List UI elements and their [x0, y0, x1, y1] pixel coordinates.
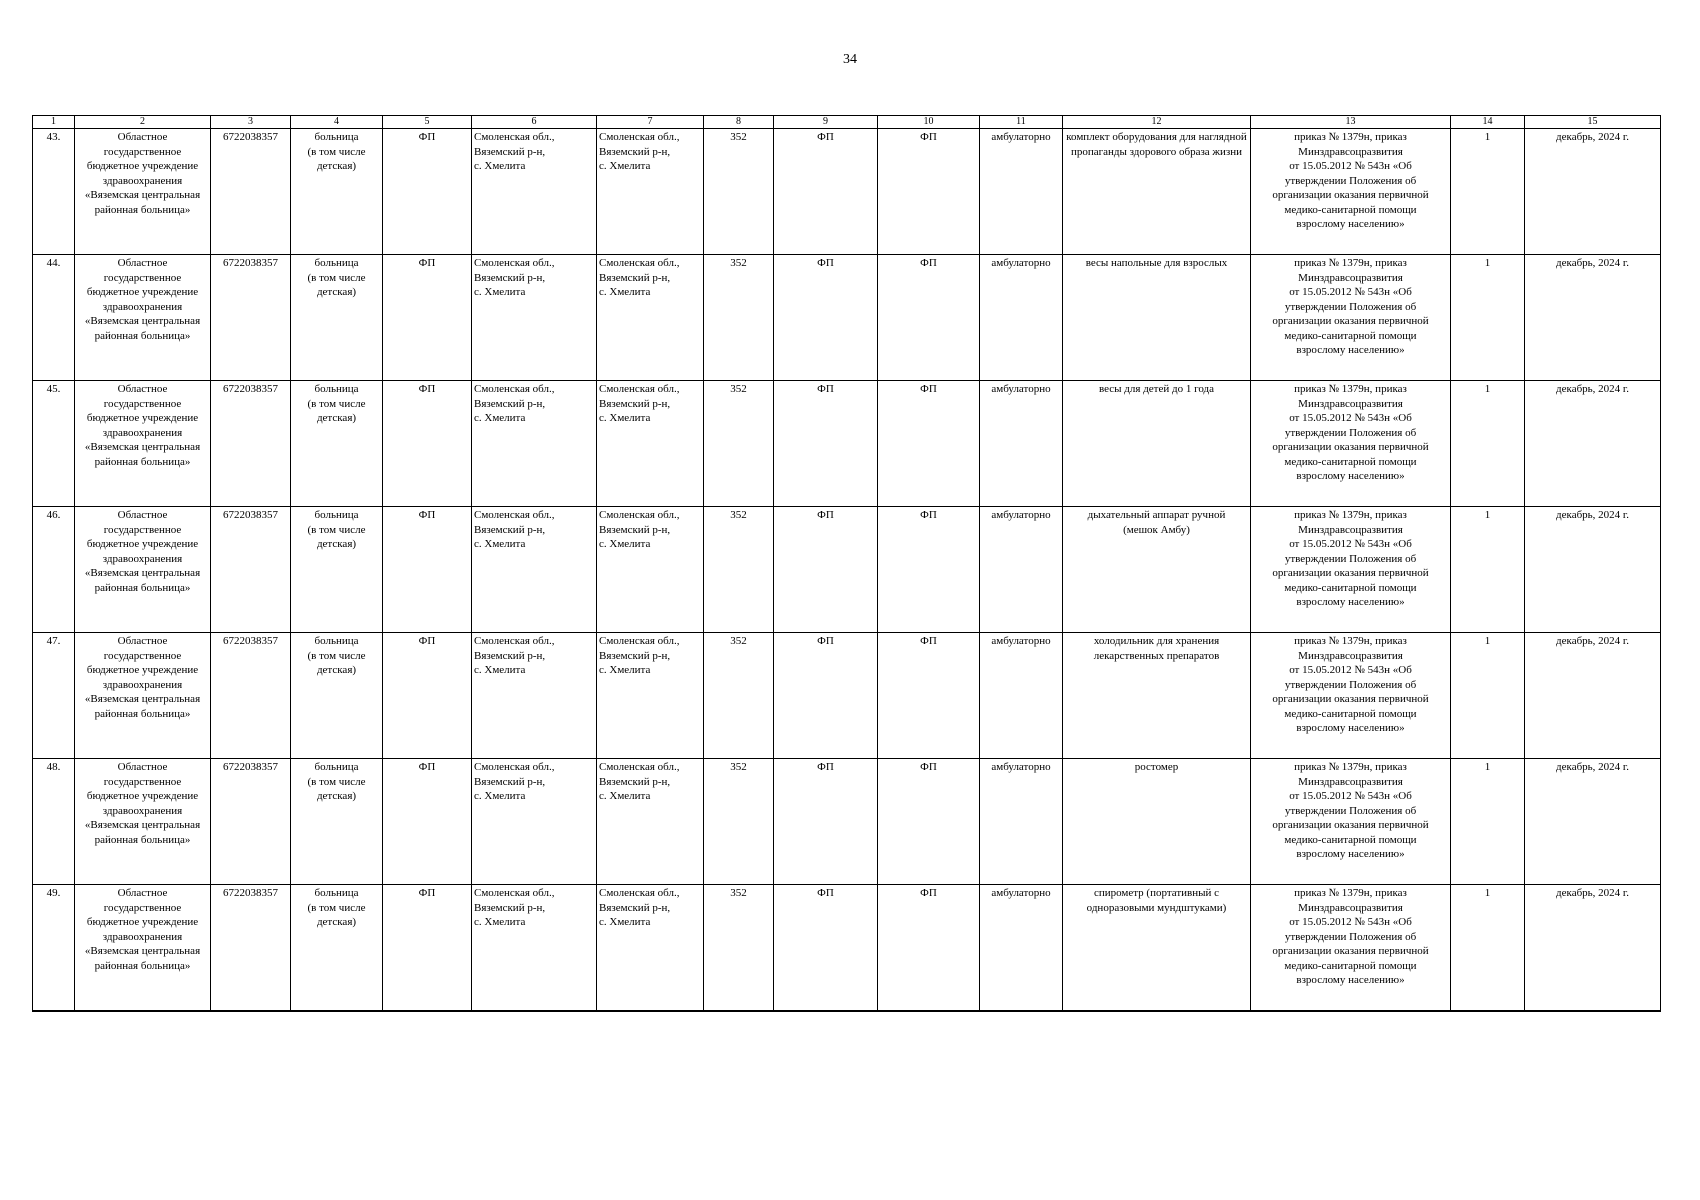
inn-cell: 6722038357 [211, 381, 291, 507]
count-cell: 352 [704, 759, 774, 885]
column-number: 10 [878, 116, 980, 129]
facility-type-cell: больница (в том числе детская) [291, 507, 383, 633]
page-number: 34 [843, 52, 857, 67]
inn-cell: 6722038357 [211, 759, 291, 885]
facility-type-cell: больница (в том числе детская) [291, 255, 383, 381]
organization-cell: Областное государственное бюджетное учреждение здравоохранения «Вяземская центральная районная больница» [75, 381, 211, 507]
unit-cell: ФП [383, 885, 472, 1012]
address-cell: Смоленская обл., Вяземский р-н, с. Хмелита [597, 381, 704, 507]
unit-type-cell: ФП [774, 885, 878, 1012]
unit-type-cell: ФП [774, 381, 878, 507]
facility-type-cell: больница (в том числе детская) [291, 759, 383, 885]
address-cell: Смоленская обл., Вяземский р-н, с. Хмелита [597, 255, 704, 381]
address-cell: Смоленская обл., Вяземский р-н, с. Хмелита [472, 759, 597, 885]
address-cell: Смоленская обл., Вяземский р-н, с. Хмелита [597, 633, 704, 759]
table-row [33, 507, 1661, 633]
equipment-cell: ростомер [1063, 759, 1251, 885]
quantity-cell: 1 [1451, 507, 1525, 633]
column-number: 7 [597, 116, 704, 129]
table-row [33, 381, 1661, 507]
count-cell: 352 [704, 381, 774, 507]
row-number-cell: 49. [33, 885, 75, 1012]
condition-cell: амбулаторно [980, 255, 1063, 381]
table-row [33, 633, 1661, 759]
unit-cell: ФП [383, 507, 472, 633]
condition-cell: амбулаторно [980, 885, 1063, 1012]
legal-basis-cell: приказ № 1379н, приказ Минздравсоцразвития от 15.05.2012 № 543н «Об утверждении Положения об организации оказания первичной медико-санитарной помощи взрослому населению» [1251, 507, 1451, 633]
equipment-cell: дыхательный аппарат ручной (мешок Амбу) [1063, 507, 1251, 633]
count-cell: 352 [704, 507, 774, 633]
organization-cell: Областное государственное бюджетное учреждение здравоохранения «Вяземская центральная районная больница» [75, 129, 211, 255]
quantity-cell: 1 [1451, 255, 1525, 381]
column-number: 1 [33, 116, 75, 129]
column-number: 3 [211, 116, 291, 129]
unit-type-cell: ФП [878, 633, 980, 759]
address-cell: Смоленская обл., Вяземский р-н, с. Хмелита [597, 129, 704, 255]
equipment-cell: холодильник для хранения лекарственных препаратов [1063, 633, 1251, 759]
column-number: 9 [774, 116, 878, 129]
unit-cell: ФП [383, 633, 472, 759]
unit-type-cell: ФП [878, 255, 980, 381]
column-number: 5 [383, 116, 472, 129]
address-cell: Смоленская обл., Вяземский р-н, с. Хмелита [472, 129, 597, 255]
condition-cell: амбулаторно [980, 381, 1063, 507]
unit-type-cell: ФП [774, 507, 878, 633]
organization-cell: Областное государственное бюджетное учреждение здравоохранения «Вяземская центральная районная больница» [75, 507, 211, 633]
facility-type-cell: больница (в том числе детская) [291, 633, 383, 759]
unit-type-cell: ФП [774, 129, 878, 255]
address-cell: Смоленская обл., Вяземский р-н, с. Хмелита [472, 255, 597, 381]
quantity-cell: 1 [1451, 381, 1525, 507]
unit-type-cell: ФП [878, 885, 980, 1012]
address-cell: Смоленская обл., Вяземский р-н, с. Хмелита [597, 885, 704, 1012]
column-number-row [33, 116, 1661, 129]
facility-type-cell: больница (в том числе детская) [291, 885, 383, 1012]
column-number: 14 [1451, 116, 1525, 129]
condition-cell: амбулаторно [980, 507, 1063, 633]
count-cell: 352 [704, 885, 774, 1012]
date-cell: декабрь, 2024 г. [1525, 129, 1661, 255]
column-number: 11 [980, 116, 1063, 129]
organization-cell: Областное государственное бюджетное учреждение здравоохранения «Вяземская центральная районная больница» [75, 759, 211, 885]
condition-cell: амбулаторно [980, 633, 1063, 759]
quantity-cell: 1 [1451, 129, 1525, 255]
equipment-cell: спирометр (портативный с одноразовыми мундштуками) [1063, 885, 1251, 1012]
date-cell: декабрь, 2024 г. [1525, 381, 1661, 507]
organization-cell: Областное государственное бюджетное учреждение здравоохранения «Вяземская центральная районная больница» [75, 633, 211, 759]
count-cell: 352 [704, 255, 774, 381]
equipment-cell: комплект оборудования для наглядной пропаганды здорового образа жизни [1063, 129, 1251, 255]
facility-type-cell: больница (в том числе детская) [291, 381, 383, 507]
inn-cell: 6722038357 [211, 129, 291, 255]
column-number: 12 [1063, 116, 1251, 129]
row-number-cell: 48. [33, 759, 75, 885]
table-row [33, 885, 1661, 1012]
row-number-cell: 45. [33, 381, 75, 507]
date-cell: декабрь, 2024 г. [1525, 255, 1661, 381]
column-number: 15 [1525, 116, 1661, 129]
row-number-cell: 46. [33, 507, 75, 633]
column-number: 2 [75, 116, 211, 129]
inn-cell: 6722038357 [211, 507, 291, 633]
unit-type-cell: ФП [774, 633, 878, 759]
legal-basis-cell: приказ № 1379н, приказ Минздравсоцразвития от 15.05.2012 № 543н «Об утверждении Положения об организации оказания первичной медико-санитарной помощи взрослому населению» [1251, 633, 1451, 759]
unit-type-cell: ФП [774, 255, 878, 381]
column-number: 13 [1251, 116, 1451, 129]
column-number: 4 [291, 116, 383, 129]
legal-basis-cell: приказ № 1379н, приказ Минздравсоцразвития от 15.05.2012 № 543н «Об утверждении Положения об организации оказания первичной медико-санитарной помощи взрослому населению» [1251, 255, 1451, 381]
count-cell: 352 [704, 129, 774, 255]
column-number: 6 [472, 116, 597, 129]
equipment-cell: весы напольные для взрослых [1063, 255, 1251, 381]
inn-cell: 6722038357 [211, 885, 291, 1012]
legal-basis-cell: приказ № 1379н, приказ Минздравсоцразвития от 15.05.2012 № 543н «Об утверждении Положения об организации оказания первичной медико-санитарной помощи взрослому населению» [1251, 129, 1451, 255]
unit-type-cell: ФП [774, 759, 878, 885]
count-cell: 352 [704, 633, 774, 759]
facility-type-cell: больница (в том числе детская) [291, 129, 383, 255]
inn-cell: 6722038357 [211, 255, 291, 381]
legal-basis-cell: приказ № 1379н, приказ Минздравсоцразвития от 15.05.2012 № 543н «Об утверждении Положения об организации оказания первичной медико-санитарной помощи взрослому населению» [1251, 381, 1451, 507]
address-cell: Смоленская обл., Вяземский р-н, с. Хмелита [472, 885, 597, 1012]
unit-cell: ФП [383, 759, 472, 885]
legal-basis-cell: приказ № 1379н, приказ Минздравсоцразвития от 15.05.2012 № 543н «Об утверждении Положения об организации оказания первичной медико-санитарной помощи взрослому населению» [1251, 759, 1451, 885]
date-cell: декабрь, 2024 г. [1525, 885, 1661, 1012]
row-number-cell: 47. [33, 633, 75, 759]
condition-cell: амбулаторно [980, 759, 1063, 885]
row-number-cell: 44. [33, 255, 75, 381]
unit-cell: ФП [383, 129, 472, 255]
unit-cell: ФП [383, 381, 472, 507]
equipment-table [32, 115, 1661, 1012]
condition-cell: амбулаторно [980, 129, 1063, 255]
address-cell: Смоленская обл., Вяземский р-н, с. Хмелита [597, 759, 704, 885]
row-number-cell: 43. [33, 129, 75, 255]
address-cell: Смоленская обл., Вяземский р-н, с. Хмелита [472, 507, 597, 633]
quantity-cell: 1 [1451, 885, 1525, 1012]
unit-cell: ФП [383, 255, 472, 381]
quantity-cell: 1 [1451, 759, 1525, 885]
date-cell: декабрь, 2024 г. [1525, 633, 1661, 759]
quantity-cell: 1 [1451, 633, 1525, 759]
organization-cell: Областное государственное бюджетное учреждение здравоохранения «Вяземская центральная районная больница» [75, 885, 211, 1012]
inn-cell: 6722038357 [211, 633, 291, 759]
unit-type-cell: ФП [878, 129, 980, 255]
address-cell: Смоленская обл., Вяземский р-н, с. Хмелита [472, 381, 597, 507]
date-cell: декабрь, 2024 г. [1525, 759, 1661, 885]
organization-cell: Областное государственное бюджетное учреждение здравоохранения «Вяземская центральная районная больница» [75, 255, 211, 381]
address-cell: Смоленская обл., Вяземский р-н, с. Хмелита [597, 507, 704, 633]
unit-type-cell: ФП [878, 381, 980, 507]
legal-basis-cell: приказ № 1379н, приказ Минздравсоцразвития от 15.05.2012 № 543н «Об утверждении Положения об организации оказания первичной медико-санитарной помощи взрослому населению» [1251, 885, 1451, 1012]
table-row [33, 255, 1661, 381]
equipment-cell: весы для детей до 1 года [1063, 381, 1251, 507]
unit-type-cell: ФП [878, 507, 980, 633]
unit-type-cell: ФП [878, 759, 980, 885]
column-number: 8 [704, 116, 774, 129]
date-cell: декабрь, 2024 г. [1525, 507, 1661, 633]
table-row [33, 759, 1661, 885]
address-cell: Смоленская обл., Вяземский р-н, с. Хмелита [472, 633, 597, 759]
table-row [33, 129, 1661, 255]
